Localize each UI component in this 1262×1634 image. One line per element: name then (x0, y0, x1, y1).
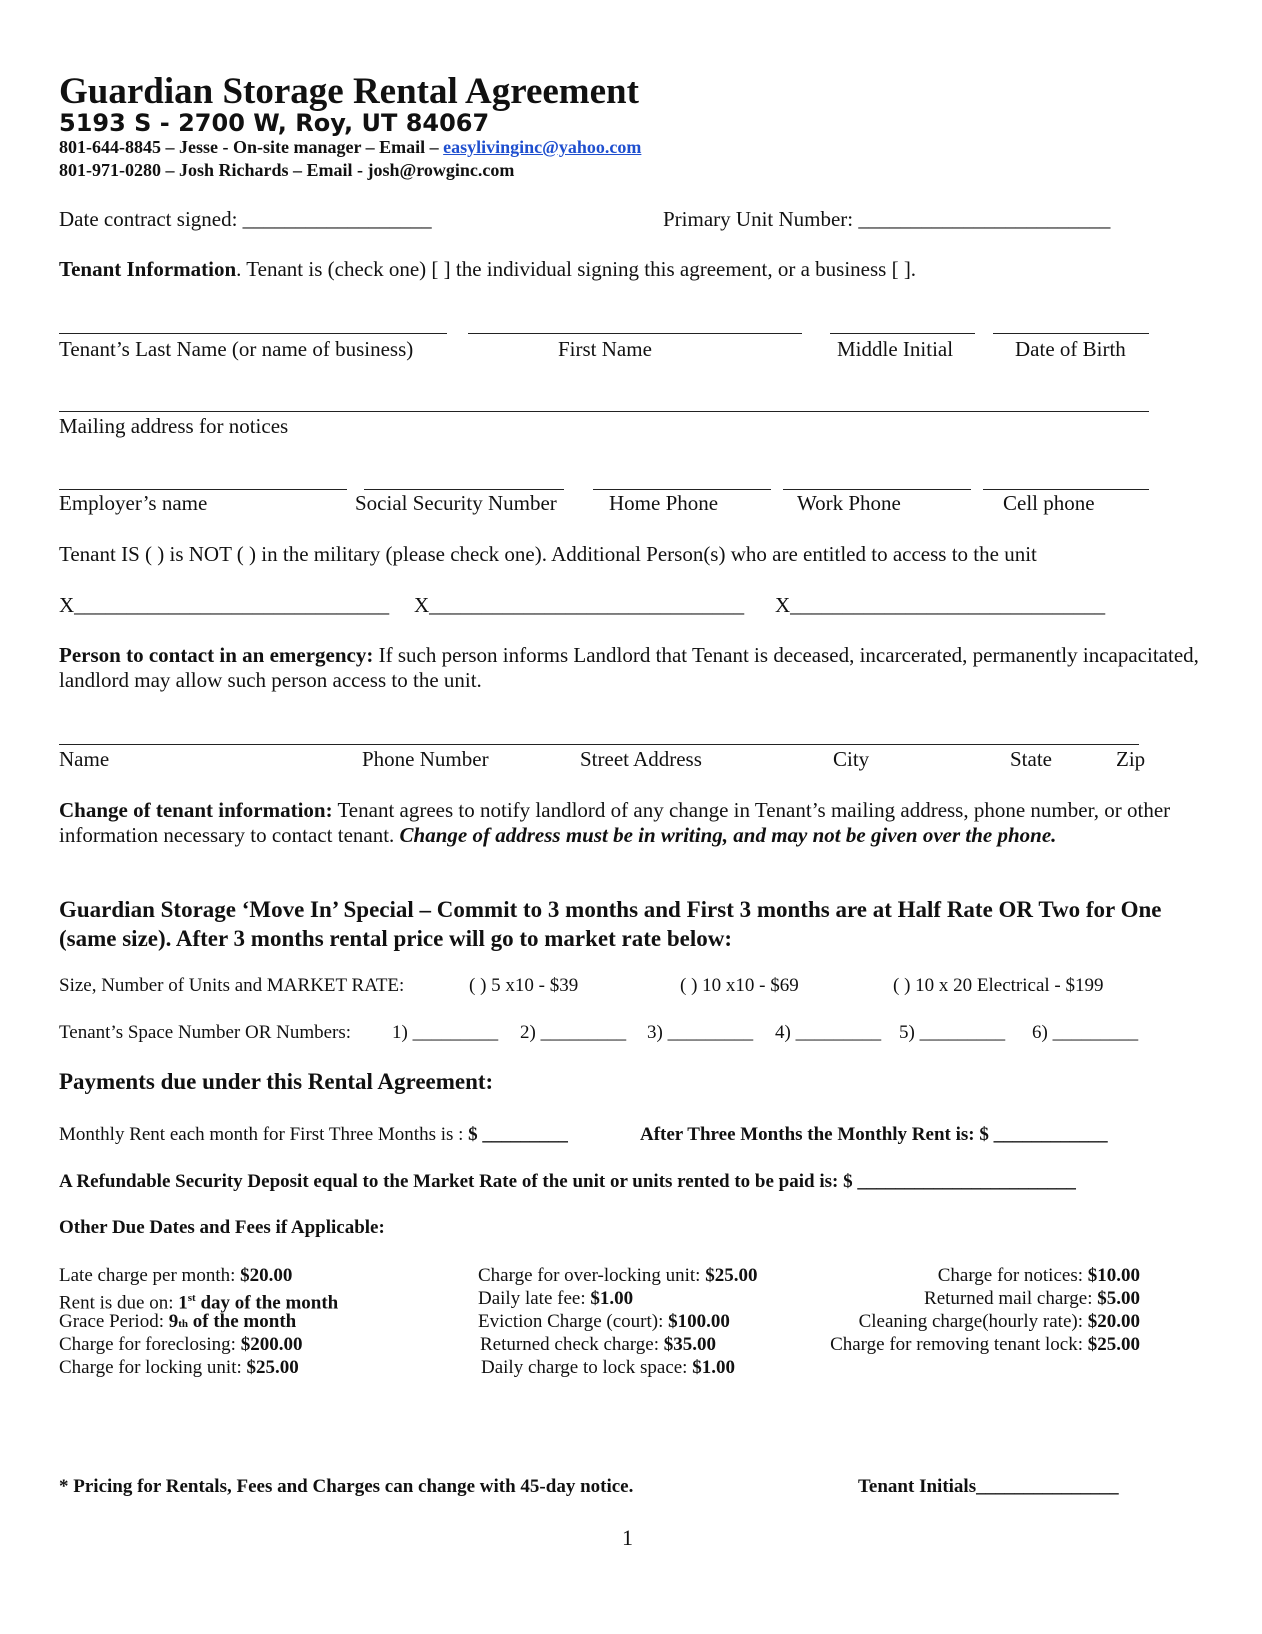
space-number-2[interactable]: 2) _________ (520, 1022, 627, 1043)
fee-over-locking (478, 1264, 757, 1287)
tenant-info-heading: Tenant Information (59, 257, 237, 281)
fee-foreclosing-label: Charge for foreclosing: (59, 1334, 241, 1355)
monthly-first-label: Monthly Rent each month for First Three Months is : (59, 1124, 469, 1145)
contact-line-manager (59, 137, 641, 158)
fee-returned-mail-label: Returned mail charge: (924, 1288, 1098, 1309)
emergency-text: If such person informs Landlord that Tenant is deceased, incarcerated, permanently incapacitated, landlord may allow such person access to the unit. (59, 643, 1199, 692)
fee-late-label: Late charge per month: (59, 1265, 241, 1286)
fee-due-rest: day of the month (195, 1292, 339, 1314)
fee-eviction-label: Eviction Charge (court): (478, 1311, 669, 1332)
dob-line[interactable] (993, 333, 1149, 334)
fee-grace-rest: of the month (188, 1311, 297, 1332)
fee-locking-unit (59, 1356, 299, 1379)
fee-remove-lock (760, 1333, 1140, 1356)
change-info-text: Tenant agrees to notify landlord of any change in Tenant’s mailing address, phone number, or other information necessary to contact tenant. (59, 798, 1171, 847)
dob-label: Date of Birth (1015, 337, 1126, 361)
emergency-heading: Person to contact in an emergency: (59, 643, 374, 667)
military-status-line[interactable]: Tenant IS ( ) is NOT ( ) in the military (please check one). Additional Person(s) who are entitled to access to the unit (59, 542, 1037, 566)
emergency-state-label: State (1010, 747, 1052, 771)
fee-grace-day: 9 (168, 1311, 179, 1332)
first-name-line[interactable] (468, 333, 802, 334)
employer-label: Employer’s name (59, 491, 208, 515)
manager-email-link[interactable]: easylivinginc@yahoo.com (443, 137, 642, 157)
middle-initial-label: Middle Initial (837, 337, 954, 361)
date-signed-field[interactable]: Date contract signed: __________________ (59, 207, 432, 231)
cell-phone-line[interactable] (983, 489, 1149, 490)
ssn-label: Social Security Number (355, 491, 557, 515)
fee-cleaning (760, 1310, 1140, 1333)
emergency-phone-label: Phone Number (362, 747, 489, 771)
fee-returned-check-value: $35.00 (663, 1334, 717, 1355)
cell-phone-label: Cell phone (1003, 491, 1095, 515)
fee-daily-lock (481, 1356, 735, 1379)
fee-grace-sub: th (178, 1318, 189, 1330)
tenant-info-text: . Tenant is (check one) [ ] the individual signing this agreement, or a business [ ]. (236, 257, 917, 281)
fee-due-label: Rent is due on: (59, 1292, 179, 1314)
space-number-6[interactable]: 6) _________ (1032, 1022, 1139, 1043)
fee-cleaning-value: $20.00 (1087, 1311, 1140, 1332)
monthly-rent-after-three[interactable]: After Three Months the Monthly Rent is: $ ____________ (640, 1124, 1108, 1145)
move-in-special-heading: Guardian Storage ‘Move In’ Special – Commit to 3 months and First 3 months are at Half Rate OR Two for One (same size). After 3 months rental price will go to market rate below: (59, 897, 1162, 951)
emergency-city-label: City (833, 747, 870, 771)
contact-line-owner: 801-971-0280 – Josh Richards – Email - josh@rowginc.com (59, 160, 515, 180)
fee-returned-check (480, 1333, 716, 1356)
employer-line[interactable] (59, 489, 347, 490)
fee-locking-value: $25.00 (246, 1357, 299, 1378)
monthly-rent-first-three[interactable] (59, 1124, 568, 1146)
page-number: 1 (622, 1525, 633, 1550)
space-number-4[interactable]: 4) _________ (775, 1022, 882, 1043)
fee-daily-lock-label: Daily charge to lock space: (481, 1357, 693, 1378)
monthly-first-blank[interactable]: $ _________ (468, 1124, 568, 1145)
emergency-zip-label: Zip (1116, 747, 1146, 771)
fee-daily-late-label: Daily late fee: (478, 1288, 591, 1309)
size-option-5x10[interactable]: ( ) 5 x10 - $39 (469, 975, 579, 996)
emergency-contact-paragraph (59, 643, 1209, 693)
fee-daily-late-value: $1.00 (590, 1288, 634, 1309)
middle-initial-line[interactable] (830, 333, 975, 334)
fee-due-day: 1 (178, 1292, 188, 1314)
fee-notices-label: Charge for notices: (937, 1265, 1088, 1286)
home-phone-line[interactable] (593, 489, 771, 490)
security-deposit-field[interactable]: A Refundable Security Deposit equal to the Market Rate of the unit or units rented to be paid is: $ _______________________ (59, 1171, 1076, 1192)
tenant-info-line (59, 257, 916, 282)
fee-late-value: $20.00 (240, 1265, 293, 1286)
fee-foreclosing-value: $200.00 (240, 1334, 303, 1355)
fee-locking-label: Charge for locking unit: (59, 1357, 247, 1378)
fee-daily-late (478, 1287, 633, 1310)
other-fees-heading: Other Due Dates and Fees if Applicable: (59, 1217, 385, 1238)
work-phone-line[interactable] (783, 489, 971, 490)
page-title: Guardian Storage Rental Agreement (59, 71, 639, 112)
last-name-line[interactable] (59, 333, 447, 334)
emergency-name-label: Name (59, 747, 110, 771)
additional-person-2[interactable]: X______________________________ (414, 593, 745, 617)
space-number-1[interactable]: 1) _________ (392, 1022, 499, 1043)
change-info-paragraph (59, 798, 1209, 848)
space-number-3[interactable]: 3) _________ (647, 1022, 754, 1043)
fee-remove-lock-label: Charge for removing tenant lock: (830, 1334, 1088, 1355)
emergency-street-label: Street Address (580, 747, 702, 771)
fee-returned-mail (760, 1287, 1140, 1310)
home-phone-label: Home Phone (609, 491, 719, 515)
pricing-change-note: * Pricing for Rentals, Fees and Charges can change with 45-day notice. (59, 1476, 634, 1497)
change-info-emphasis: Change of address must be in writing, and may not be given over the phone. (399, 823, 1057, 847)
emergency-contact-line[interactable] (59, 744, 1139, 745)
fee-notices (760, 1264, 1140, 1287)
fee-late-charge (59, 1264, 292, 1287)
fee-remove-lock-value: $25.00 (1087, 1334, 1140, 1355)
additional-person-3[interactable]: X______________________________ (775, 593, 1106, 617)
size-rate-label: Size, Number of Units and MARKET RATE: (59, 975, 405, 996)
contact-manager-text: 801-644-8845 – Jesse - On-site manager – Email – (59, 137, 444, 157)
primary-unit-field[interactable]: Primary Unit Number: ________________________ (663, 207, 1111, 231)
change-info-heading: Change of tenant information: (59, 798, 333, 822)
space-number-5[interactable]: 5) _________ (899, 1022, 1006, 1043)
fee-eviction (478, 1310, 730, 1333)
last-name-label: Tenant’s Last Name (or name of business) (59, 337, 414, 361)
fee-grace-label: Grace Period: (59, 1311, 169, 1332)
tenant-initials-field[interactable]: Tenant Initials_______________ (858, 1476, 1119, 1497)
fee-due-sup: st (187, 1292, 196, 1304)
fee-daily-lock-value: $1.00 (692, 1357, 735, 1378)
fee-overlock-label: Charge for over-locking unit: (478, 1265, 706, 1286)
fee-returned-check-label: Returned check charge: (480, 1334, 664, 1355)
fee-notices-value: $10.00 (1087, 1265, 1140, 1286)
fee-eviction-value: $100.00 (668, 1311, 730, 1332)
mailing-address-label: Mailing address for notices (59, 414, 289, 438)
size-option-10x20[interactable]: ( ) 10 x 20 Electrical - $199 (893, 975, 1104, 996)
facility-address: 5193 S - 2700 W, Roy, UT 84067 (59, 109, 490, 137)
ssn-line[interactable] (364, 489, 564, 490)
fee-overlock-value: $25.00 (705, 1265, 758, 1286)
fee-foreclosing (59, 1333, 302, 1356)
space-number-label: Tenant’s Space Number OR Numbers: (59, 1022, 352, 1043)
mailing-address-line[interactable] (59, 411, 1149, 412)
fee-cleaning-label: Cleaning charge(hourly rate): (858, 1311, 1088, 1332)
payments-heading: Payments due under this Rental Agreement: (59, 1069, 494, 1094)
first-name-label: First Name (558, 337, 652, 361)
fee-returned-mail-value: $5.00 (1097, 1288, 1140, 1309)
work-phone-label: Work Phone (797, 491, 901, 515)
size-option-10x10[interactable]: ( ) 10 x10 - $69 (680, 975, 799, 996)
additional-person-1[interactable]: X______________________________ (59, 593, 390, 617)
